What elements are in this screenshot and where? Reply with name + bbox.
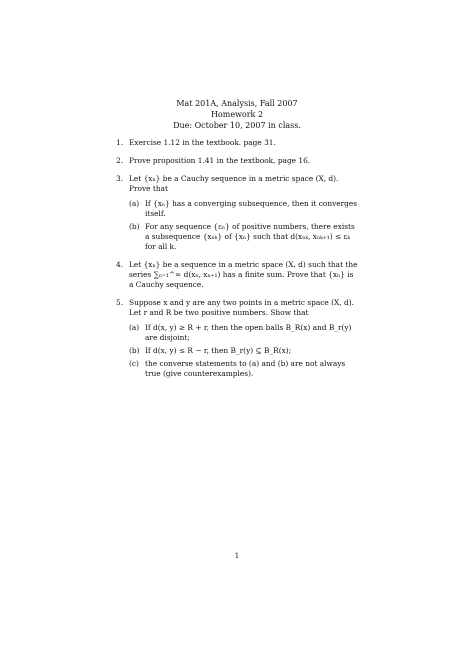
problem-4 bbox=[116, 260, 358, 290]
problem-number: 3. bbox=[116, 174, 124, 183]
subpart-text: If {xₙ} has a converging subsequence, then it converges itself. bbox=[145, 199, 358, 218]
problem-1 bbox=[116, 138, 358, 148]
problem-text: Let {xₙ} be a sequence in a metric space (X, d) such that the series ∑ₙ₌₁^∞ d(xₙ, xₙ₊₁) has a finite sum. Prove that {xₙ} is a Cauchy sequence. bbox=[129, 260, 358, 289]
page-number: 1 bbox=[234, 551, 240, 560]
subpart-label: (a) bbox=[129, 323, 140, 332]
problem-number: 5. bbox=[116, 298, 124, 307]
homework-title: Homework 2 bbox=[210, 110, 264, 119]
document-header bbox=[0, 98, 474, 131]
course-title: Mat 201A, Analysis, Fall 2007 bbox=[176, 99, 298, 108]
problem-3 bbox=[116, 174, 358, 252]
subparts bbox=[129, 323, 358, 379]
subparts bbox=[129, 199, 358, 252]
problem-number: 1. bbox=[116, 138, 124, 147]
problem-text: Let {xₙ} be a Cauchy sequence in a metric space (X, d). Prove that bbox=[129, 174, 339, 193]
problem-text: Prove proposition 1.41 in the textbook, page 16. bbox=[129, 156, 311, 165]
problem-5 bbox=[116, 298, 358, 379]
subpart-text: If d(x, y) ≥ R + r, then the open balls B_R(x) and B_r(y) are disjoint; bbox=[145, 323, 352, 342]
problem-text: Exercise 1.12 in the textbook. page 31. bbox=[129, 138, 276, 147]
subpart-b bbox=[129, 222, 358, 252]
subpart-a bbox=[129, 323, 358, 343]
problem-list bbox=[116, 138, 358, 387]
subpart-c bbox=[129, 359, 358, 379]
problem-number: 4. bbox=[116, 260, 124, 269]
due-date: Due: October 10, 2007 in class. bbox=[173, 121, 301, 130]
subpart-text: the converse statements to (a) and (b) are not always true (give counterexamples). bbox=[145, 359, 346, 378]
subpart-a bbox=[129, 199, 358, 219]
problem-2 bbox=[116, 156, 358, 166]
subpart-text: If d(x, y) ≤ R − r, then B_r(y) ⊆ B_R(x); bbox=[145, 346, 292, 355]
subpart-text: For any sequence {εₙ} of positive numbers, there exists a subsequence {xₙₖ} of {xₙ} such that d(xₙₖ, xₙₖ₊₁) ≤ εₖ for all k. bbox=[145, 222, 355, 251]
problem-text: Suppose x and y are any two points in a metric space (X, d). Let r and R be two positive numbers. Show that bbox=[129, 298, 354, 317]
subpart-label: (a) bbox=[129, 199, 140, 208]
problem-number: 2. bbox=[116, 156, 124, 165]
subpart-label: (c) bbox=[129, 359, 139, 368]
subpart-b bbox=[129, 346, 358, 356]
subpart-label: (b) bbox=[129, 346, 140, 355]
subpart-label: (b) bbox=[129, 222, 140, 231]
